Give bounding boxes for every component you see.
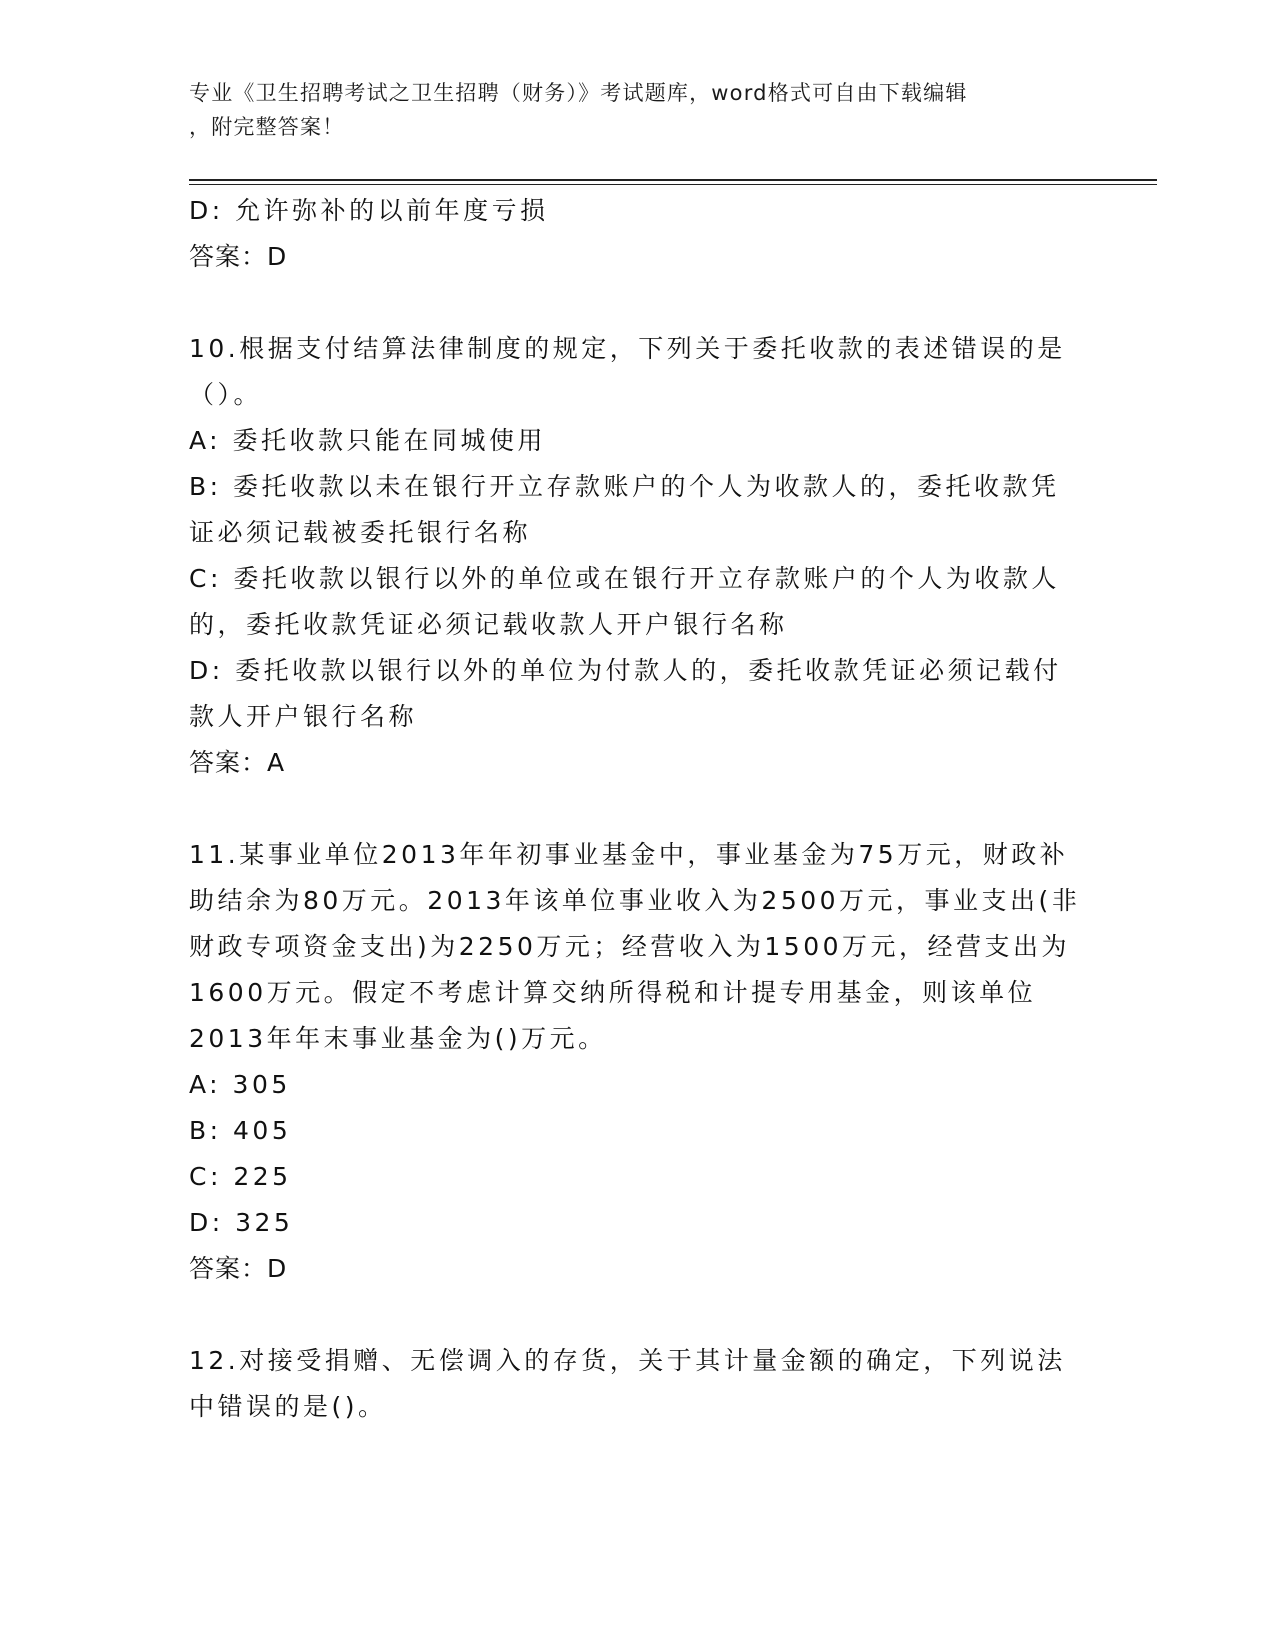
q10-option-b-line-1: B: 委托收款以未在银行开立存款账户的个人为收款人的，委托收款凭 bbox=[189, 472, 1060, 501]
q10-option-c-line-2: 的，委托收款凭证必须记载收款人开户银行名称 bbox=[189, 610, 788, 639]
q11-stem-line-2: 助结余为80万元。2013年该单位事业收入为2500万元，事业支出(非 bbox=[189, 886, 1081, 915]
q10-option-d-line-1: D: 委托收款以银行以外的单位为付款人的，委托收款凭证必须记载付 bbox=[189, 656, 1062, 685]
spacer bbox=[189, 280, 1089, 326]
q12-stem-line-2: 中错误的是()。 bbox=[189, 1392, 387, 1421]
q11-stem-line-4: 1600万元。假定不考虑计算交纳所得税和计提专用基金，则该单位 bbox=[189, 978, 1037, 1007]
q11-stem-line-1: 11.某事业单位2013年年初事业基金中，事业基金为75万元，财政补 bbox=[189, 840, 1069, 869]
prev-answer: 答案：D bbox=[189, 242, 288, 271]
q12-stem-line-1: 12.对接受捐赠、无偿调入的存货，关于其计量金额的确定，下列说法 bbox=[189, 1346, 1066, 1375]
q11-option-b: B: 405 bbox=[189, 1116, 292, 1145]
q10-option-d-line-2: 款人开户银行名称 bbox=[189, 702, 418, 731]
q11-option-c: C: 225 bbox=[189, 1162, 292, 1191]
q11-stem-line-3: 财政专项资金支出)为2250万元；经营收入为1500万元，经营支出为 bbox=[189, 932, 1071, 961]
page-header bbox=[189, 76, 1069, 144]
header-rule-thin bbox=[189, 184, 1157, 185]
q11-option-d: D: 325 bbox=[189, 1208, 294, 1237]
q10-stem-line-2: （）。 bbox=[189, 380, 263, 409]
question-content bbox=[189, 188, 1089, 1430]
q11-stem-line-5: 2013年年末事业基金为()万元。 bbox=[189, 1024, 607, 1053]
q10-answer: 答案：A bbox=[189, 748, 286, 777]
q10-option-a: A: 委托收款只能在同城使用 bbox=[189, 426, 547, 455]
q11-answer: 答案：D bbox=[189, 1254, 288, 1283]
header-line-2: ，附完整答案！ bbox=[189, 115, 345, 139]
spacer bbox=[189, 1292, 1089, 1338]
q10-option-b-line-2: 证必须记载被委托银行名称 bbox=[189, 518, 532, 547]
q10-stem-line-1: 10.根据支付结算法律制度的规定，下列关于委托收款的表述错误的是 bbox=[189, 334, 1066, 363]
q11-option-a: A: 305 bbox=[189, 1070, 291, 1099]
prev-option-d: D: 允许弥补的以前年度亏损 bbox=[189, 196, 549, 225]
spacer bbox=[189, 786, 1089, 832]
q10-option-c-line-1: C: 委托收款以银行以外的单位或在银行开立存款账户的个人为收款人 bbox=[189, 564, 1060, 593]
header-rule-thick bbox=[189, 179, 1157, 181]
header-line-1: 专业《卫生招聘考试之卫生招聘（财务）》考试题库，word格式可自由下载编辑 bbox=[189, 81, 968, 105]
